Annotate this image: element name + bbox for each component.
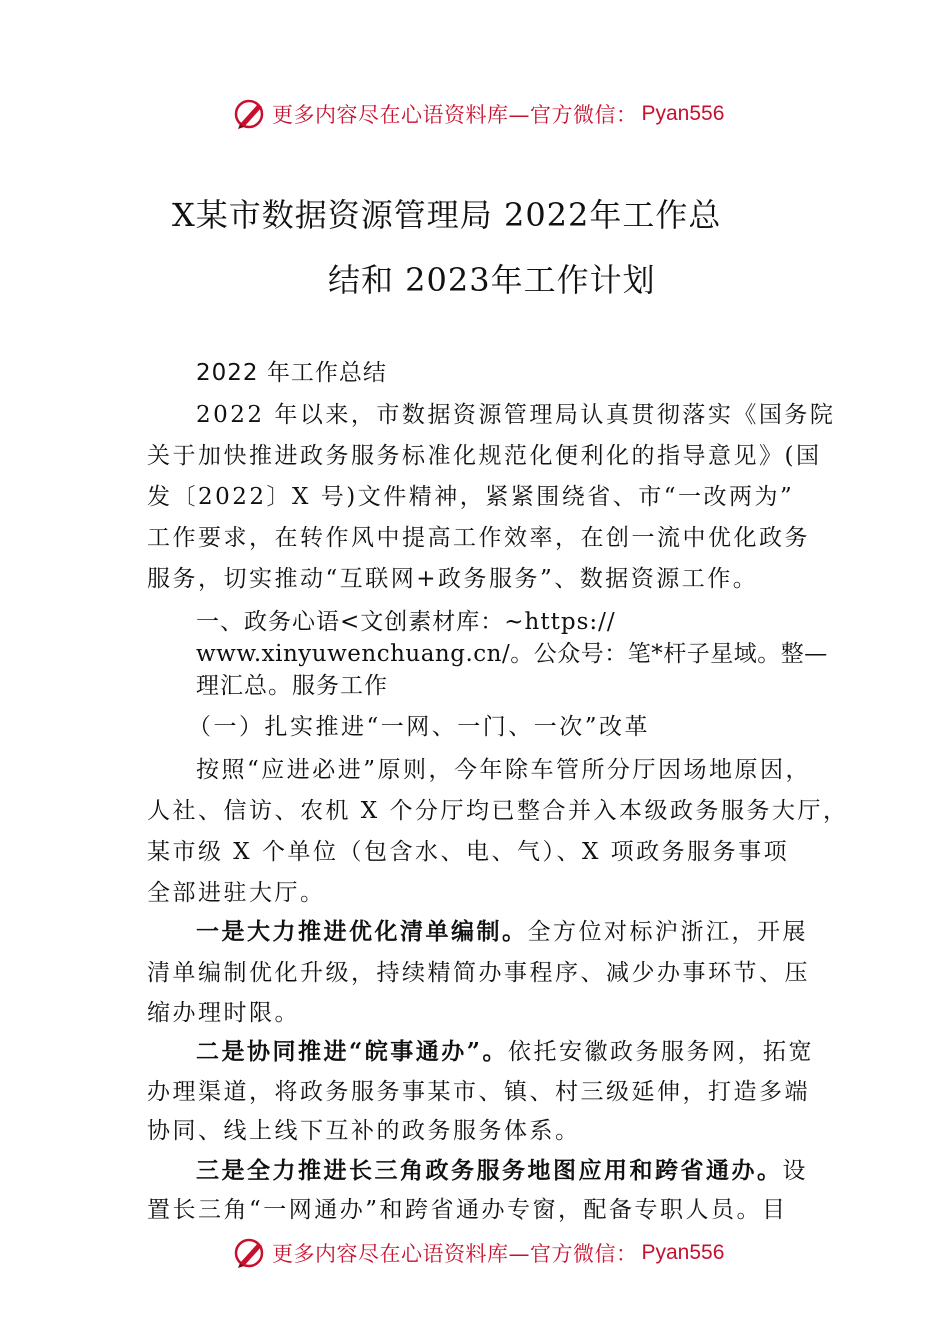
sub-heading: （一）扎实推进“一网、一门、一次”改革: [188, 714, 651, 740]
paragraph-line: 发〔2022〕X 号)文件精神，紧紧围绕省、市“一改两为”: [147, 484, 795, 510]
watermark-wechat-id: Pyan556: [641, 1241, 725, 1264]
paragraph-line: 工作要求，在转作风中提高工作效率，在创一流中优化政务: [147, 525, 810, 551]
section-heading: 2022 年工作总结: [196, 360, 387, 386]
paragraph-line: www.xinyuwenchuang.cn/。公众号：笔*杆子星域。整—: [196, 641, 828, 667]
paragraph-line: 关于加快推进政务服务标准化规范化便利化的指导意见》(国: [147, 443, 822, 469]
paragraph-line: 缩办理时限。: [147, 1000, 300, 1026]
paragraph-line: 置长三角“一网通办”和跨省通办专窗，配备专职人员。目: [147, 1197, 788, 1223]
paragraph-line: 理汇总。服务工作: [196, 673, 388, 699]
item-two-lead: 二是协同推进“皖事通办”。: [196, 1038, 508, 1065]
paragraph-line: 2022 年以来，市数据资源管理局认真贯彻落实《国务院: [196, 402, 836, 428]
item-three-lead: 三是全力推进长三角政务服务地图应用和跨省通办。: [196, 1157, 783, 1184]
paragraph-line: 人社、信访、农机 X 个分厅均已整合并入本级政务服务大厅，: [147, 798, 849, 824]
watermark-wechat-id: Pyan556: [641, 102, 725, 125]
watermark-text: 更多内容尽在心语资料库—官方微信：: [272, 103, 638, 127]
paragraph-line: 办理渠道，将政务服务事某市、镇、村三级延伸，打造多端: [147, 1079, 810, 1105]
paragraph-line: 按照“应进必进”原则，今年除车管所分厅因场地原因，: [196, 757, 812, 783]
item-three-text: 设: [782, 1158, 808, 1184]
paragraph-line: 清单编制优化升级，持续精简办事程序、减少办事环节、压: [147, 960, 810, 986]
paragraph-line: 全部进驻大厅。: [147, 880, 326, 906]
pen-logo-icon: [232, 96, 268, 132]
paragraph-line: 服务，切实推动“互联网+政务服务”、数据资源工作。: [147, 566, 759, 592]
document-title-line-1: X某市数据资源管理局 2022年工作总: [172, 196, 722, 234]
item-one-lead: 一是大力推进优化清单编制。: [196, 918, 528, 945]
item-three-line: [196, 1152, 866, 1185]
item-one-text: 全方位对标沪浙江，开展: [527, 919, 808, 945]
paragraph-line: 某市级 X 个单位（包含水、电、气）、X 项政务服务事项: [147, 839, 790, 865]
item-two-text: 依托安徽政务服务网，拓宽: [507, 1039, 814, 1065]
item-one-line: [196, 913, 866, 946]
header-watermark: [232, 95, 752, 133]
paragraph-line: 协同、线上线下互补的政务服务体系。: [147, 1118, 581, 1144]
item-two-line: [196, 1033, 866, 1066]
footer-watermark: [232, 1234, 752, 1272]
watermark-text: 更多内容尽在心语资料库—官方微信：: [272, 1242, 638, 1266]
pen-logo-icon: [232, 1235, 268, 1271]
document-title-line-2: 结和 2023年工作计划: [328, 261, 656, 299]
paragraph-line: 一、政务心语<文创素材库：~https://: [196, 609, 616, 635]
